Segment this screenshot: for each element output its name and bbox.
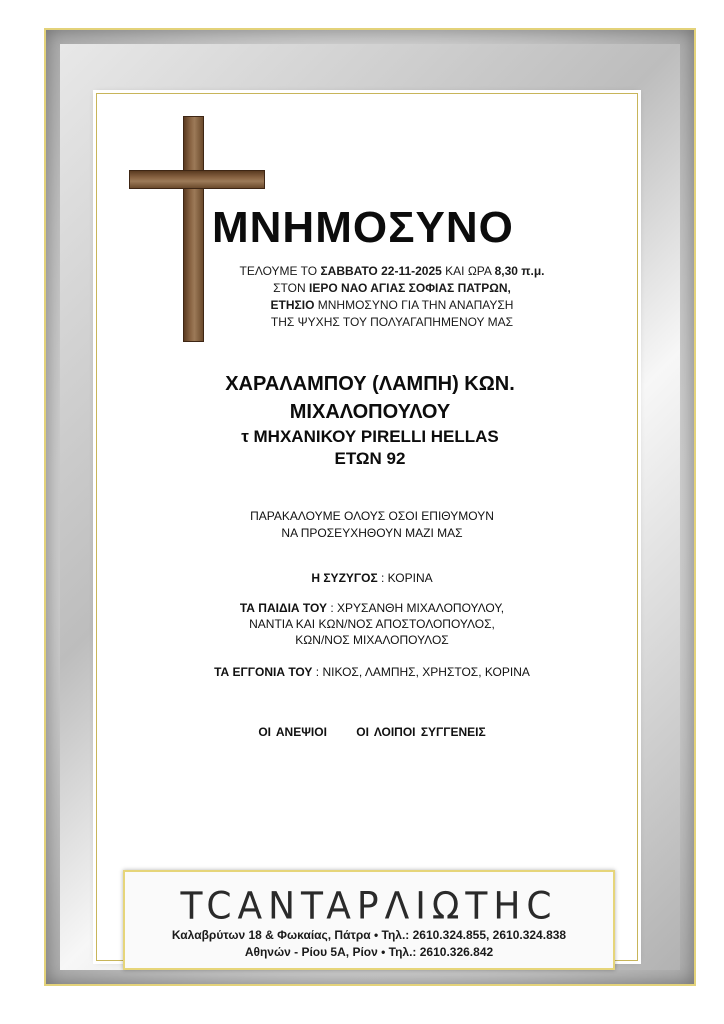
funeral-home-footer: [123, 870, 615, 970]
deceased-name-line-2: ΜΙΧΑΛΟΠΟΥΛΟΥ: [289, 401, 451, 423]
deceased-age: ΕΤΩΝ 92: [334, 449, 406, 468]
grandchildren-line: ΤΑ ΕΓΓΟΝΙΑ ΤΟΥ : ΝΙΚΟΣ, ΛΑΜΠΗΣ, ΧΡΗΣΤΟΣ, ΚΟΡΙΝΑ: [214, 665, 530, 679]
footer-address-2: Αθηνών - Ρίου 5Α, Ρίον • Τηλ.: 2610.326.842: [244, 945, 494, 959]
intro-text: [198, 263, 586, 331]
signer-relatives: ΟΙ ΛΟΙΠΟΙ ΣΥΓΓΕΝΕΙΣ: [356, 725, 486, 739]
spouse-line: Η ΣΥΖΥΓΟΣ : ΚΟΡΙΝΑ: [311, 571, 433, 585]
prayer-request: ΠΑΡΑΚΑΛΟΥΜΕ ΟΛΟΥΣ ΟΣΟΙ ΕΠΙΘΥΜΟΥΝ ΝΑ ΠΡΟΣΕΥΧΗΘΟΥΝ ΜΑΖΙ ΜΑΣ: [250, 509, 494, 540]
deceased-role: τ ΜΗΧΑΝΙΚΟΥ PIRELLI HELLAS: [241, 427, 499, 446]
signer-nephews: ΟΙ ΑΝΕΨΙΟΙ: [258, 725, 327, 739]
deceased-name-line-1: ΧΑΡΑΛΑΜΠΟΥ (ΛΑΜΠΗ) ΚΩΝ.: [225, 373, 515, 395]
intro-line-4: ΤΗΣ ΨΥΧΗΣ ΤΟΥ ΠΟΛΥΑΓΑΠΗΜΕΝΟΥ ΜΑΣ: [270, 315, 514, 329]
children-block: ΤΑ ΠΑΙΔΙΑ ΤΟΥ : ΧΡΥΣΑΝΘΗ ΜΙΧΑΛΟΠΟΥΛΟΥ, ΝΑΝΤΙΑ ΚΑΙ ΚΩΝ/ΝΟΣ ΑΠΟΣΤΟΛΟΠΟΥΛΟΣ, ΚΩΝ/ΝΟΣ ΜΙΧΑΛΟΠΟΥΛΟΣ: [239, 601, 505, 647]
signers: [180, 725, 564, 739]
intro-line-1: ΤΕΛΟΥΜΕ ΤΟ ΣΑΒΒΑΤΟ 22-11-2025 ΚΑΙ ΩΡΑ 8,30 π.μ.: [239, 264, 545, 278]
funeral-home-logo: TCANTAPΛΙΩTHC: [180, 884, 558, 929]
intro-line-2: ΣΤΟΝ ΙΕΡΟ ΝΑΟ ΑΓΙΑΣ ΣΟΦΙΑΣ ΠΑΤΡΩΝ,: [273, 281, 511, 295]
cross-icon-horizontal-beam: [129, 170, 265, 189]
intro-line-3: ΕΤΗΣΙΟ ΜΝΗΜΟΣΥΝΟ ΓΙΑ ΤΗΝ ΑΝΑΠΑΥΣΗ: [270, 298, 514, 312]
deceased-block: [188, 370, 552, 470]
footer-address-1: Καλαβρύτων 18 & Φωκαίας, Πάτρα • Τηλ.: 2610.324.855, 2610.324.838: [171, 928, 567, 942]
notice-title: ΜΝΗΜΟΣΥΝΟ: [212, 203, 514, 252]
